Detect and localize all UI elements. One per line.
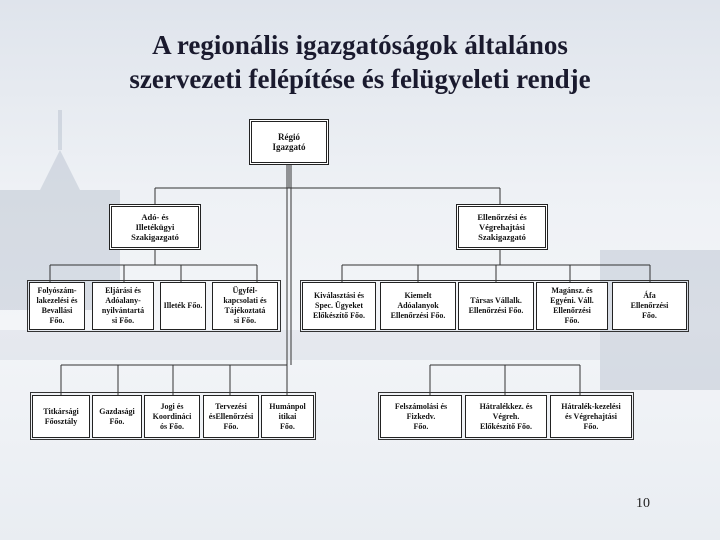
org-node-right-row1-1: Kiválasztási és Spec. Ügyeket Előkészítő Főo.: [302, 282, 376, 330]
org-node-left-row2-4: Tervezési ésEllenőrzési Főo.: [203, 395, 259, 438]
org-node-left-row2-2: Gazdasági Főo.: [92, 395, 142, 438]
org-node-left-row1-2: Eljárási és Adóalany- nyilvántartá si Főo.: [92, 282, 154, 330]
org-node-right-row1-4: Magánsz. és Egyéni. Váll. Ellenőrzési Főo.: [536, 282, 608, 330]
org-node-ellenorzesi-szakigazgato: Ellenőrzési és Végrehajtási Szakigazgató: [456, 204, 548, 250]
title-line-1: A regionális igazgatóságok általános: [152, 30, 568, 60]
org-node-right-row2-3: Hátralék-kezelési és Végrehajtási Főo.: [550, 395, 632, 438]
page-number: 10: [636, 496, 650, 511]
org-node-right-row1-5: Áfa Ellenőrzési Főo.: [612, 282, 687, 330]
org-node-left-row2-1: Titkársági Főosztály: [32, 395, 90, 438]
org-node-ado-szakigazgato: Adó- és Illetékügyi Szakigazgató: [109, 204, 201, 250]
org-node-right-row2-1: Felszámolási és Fizkedv. Főo.: [380, 395, 462, 438]
org-node-right-row1-3: Társas Vállalk. Ellenőrzési Főo.: [458, 282, 534, 330]
org-node-left-row1-1: Folyószám- lakezelési és Bevallási Főo.: [29, 282, 85, 330]
org-node-right-row2-2: Hátralékkez. és Végreh. Előkészítő Főo.: [465, 395, 547, 438]
title-line-2: szervezeti felépítése és felügyeleti rendje: [129, 64, 591, 94]
org-node-regio-igazgato: Régió Igazgató: [249, 119, 329, 165]
org-node-left-row2-3: Jogi és Koordináci ós Főo.: [144, 395, 200, 438]
org-node-left-row1-4: Ügyfél- kapcsolati és Tájékoztatá si Főo.: [212, 282, 278, 330]
org-node-left-row1-3: Illeték Főo.: [160, 282, 206, 330]
org-node-right-row1-2: Kiemelt Adóalanyok Ellenőrzési Főo.: [380, 282, 456, 330]
org-node-left-row2-5: Humánpol itikai Főo.: [261, 395, 314, 438]
